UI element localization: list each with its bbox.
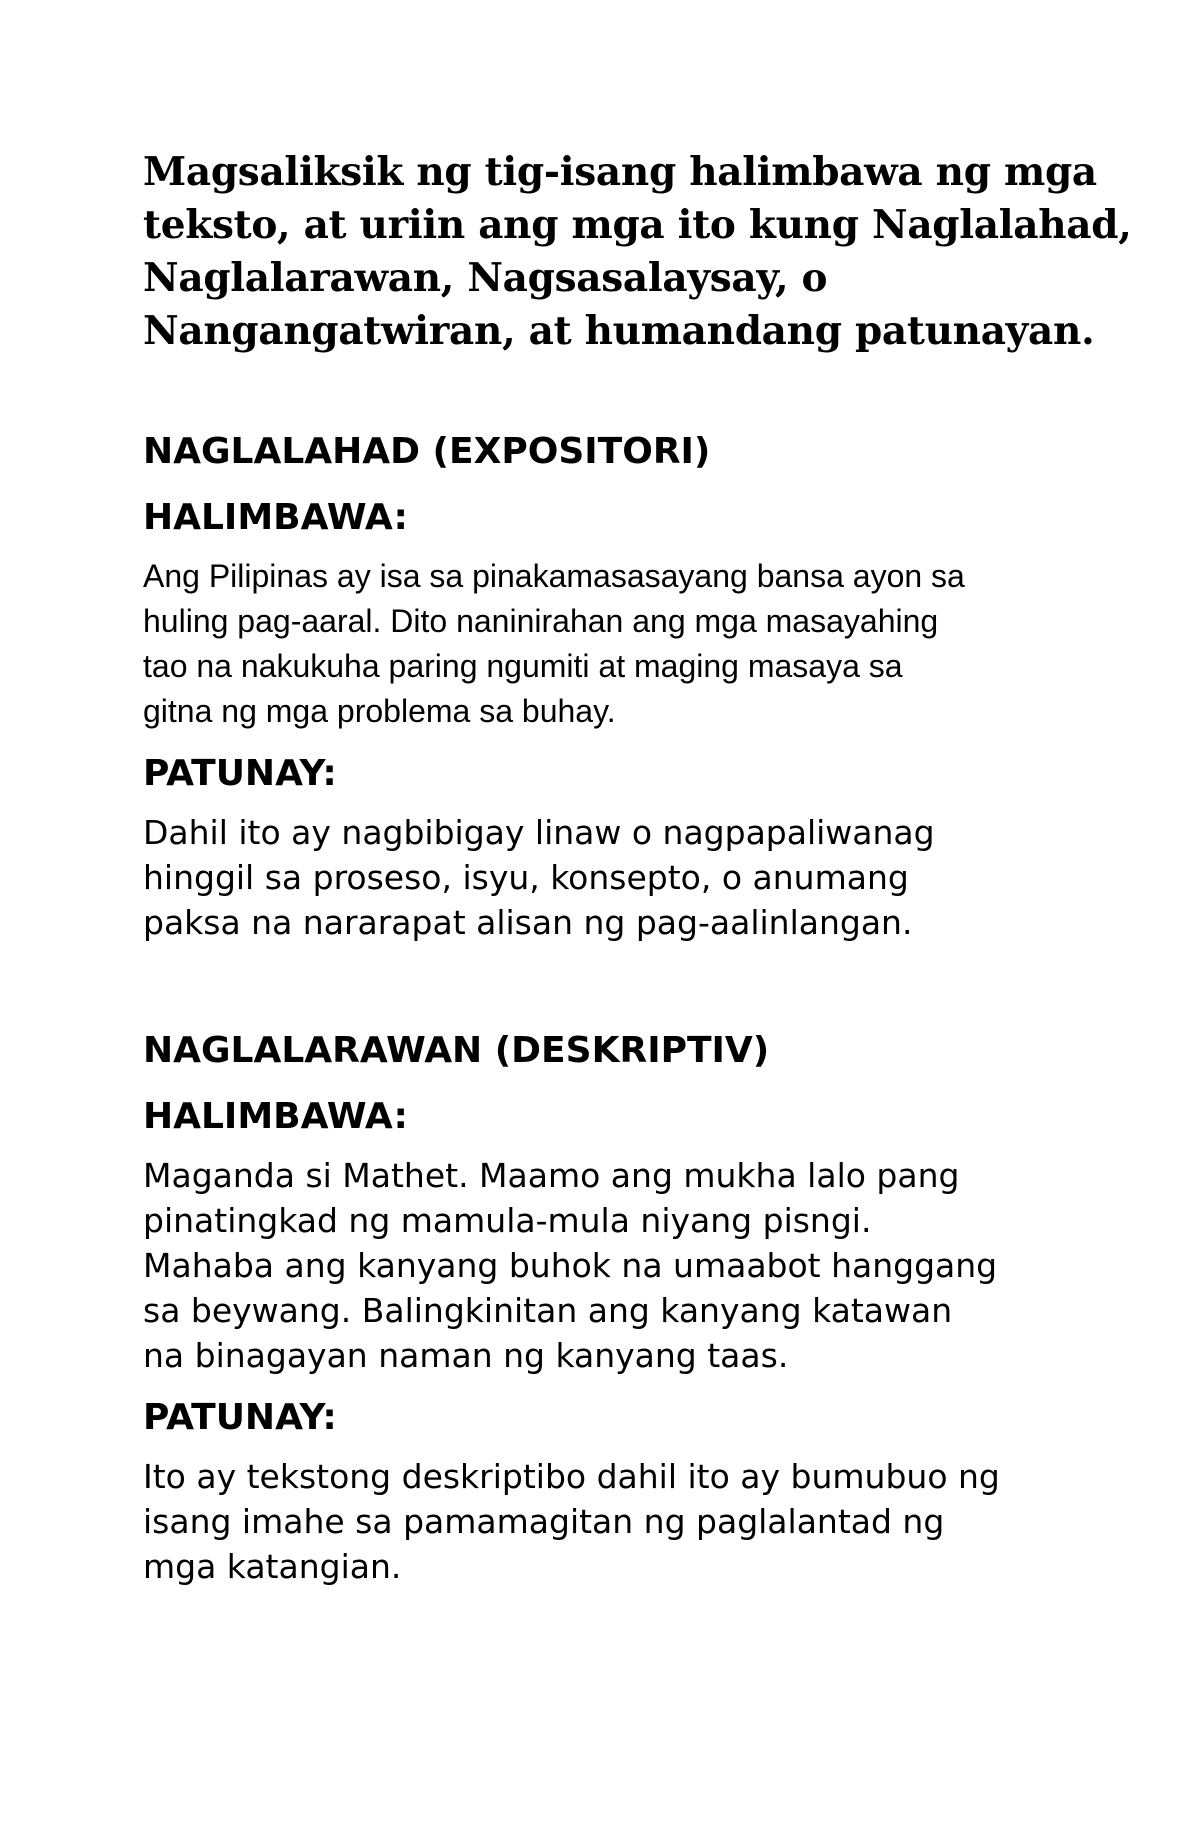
section-naglalahad (143, 430, 1073, 945)
instructions-line: Magsaliksik ng tig-isang halimbawa ng mga (143, 149, 1097, 195)
text-line: sa beywang. Balingkinitan ang kanyang katawan (143, 1291, 953, 1330)
text-line: Dahil ito ay nagbibigay linaw o nagpapaliwanag (143, 813, 935, 852)
instructions-paragraph (143, 146, 1132, 358)
halimbawa-text (143, 1153, 1073, 1378)
text-line: Mahaba ang kanyang buhok na umaabot hanggang (143, 1246, 998, 1285)
section-naglalarawan (143, 1029, 1073, 1589)
section-heading: NAGLALAHAD (EXPOSITORI) (143, 431, 711, 472)
document-page (143, 146, 1132, 1589)
text-line: hinggil sa proseso, isyu, konsepto, o anumang (143, 858, 909, 897)
halimbawa-label: HALIMBAWA: (143, 1096, 408, 1137)
patunay-text (143, 1454, 1073, 1589)
text-line: pinatingkad ng mamula-mula niyang pisngi. (143, 1201, 872, 1240)
text-line: Ito ay tekstong deskriptibo dahil ito ay bumubuo ng (143, 1457, 1000, 1496)
text-line: tao na nakukuha paring ngumiti at maging masaya sa (143, 648, 903, 684)
patunay-text (143, 810, 1073, 945)
text-line: na binagayan naman ng kanyang taas. (143, 1336, 789, 1375)
text-line: Maganda si Mathet. Maamo ang mukha lalo pang (143, 1156, 960, 1195)
patunay-label: PATUNAY: (143, 753, 337, 794)
text-line: paksa na nararapat alisan ng pag-aalinlangan. (143, 903, 913, 942)
text-line: isang imahe sa pamamagitan ng paglalantad ng (143, 1502, 945, 1541)
halimbawa-text (143, 554, 1073, 734)
instructions-line: teksto, at uriin ang mga ito kung Naglalahad, (143, 202, 1132, 248)
instructions-line: Nangangatwiran, at humandang patunayan. (143, 308, 1095, 354)
section-heading: NAGLALARAWAN (DESKRIPTIV) (143, 1030, 770, 1071)
text-line: Ang Pilipinas ay isa sa pinakamasasayang bansa ayon sa (143, 558, 965, 594)
text-line: gitna ng mga problema sa buhay. (143, 693, 616, 729)
instructions-line: Naglalarawan, Nagsasalaysay, o (143, 255, 828, 301)
halimbawa-label: HALIMBAWA: (143, 497, 408, 538)
text-line: huling pag-aaral. Dito naninirahan ang mga masayahing (143, 603, 939, 639)
patunay-label: PATUNAY: (143, 1397, 337, 1438)
text-line: mga katangian. (143, 1547, 402, 1586)
